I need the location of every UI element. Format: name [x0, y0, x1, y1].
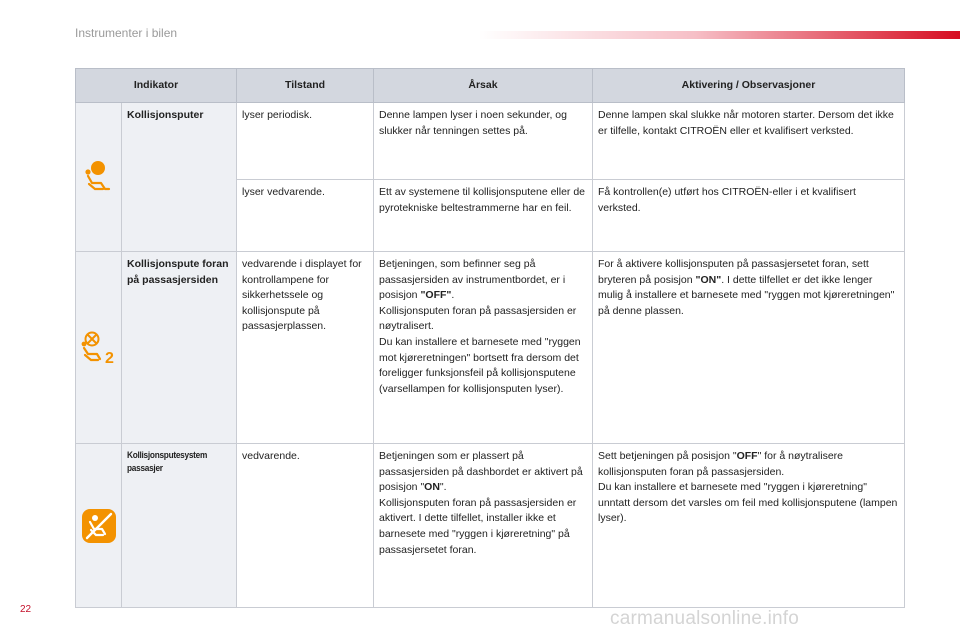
cause-text: Du kan installere et barnesete med "ryggen mot kjøreretningen" bortsett fra dersom det foreligger funksjonsfeil på kollisjonsputene (varsellampen for kollisjonsputen lyser).	[379, 335, 581, 395]
table-header-row	[76, 69, 905, 103]
cause-cell: Denne lampen lyser i noen sekunder, og slukker når tenningen settes på.	[374, 103, 593, 180]
section-title: Instrumenter i bilen	[75, 26, 178, 40]
indicator-table	[75, 68, 905, 608]
header-accent-bar	[478, 31, 960, 39]
action-keyword: "ON"	[695, 273, 722, 286]
indicator-icon-cell	[76, 444, 122, 608]
cause-keyword: "OFF"	[420, 289, 452, 302]
cause-keyword: ON	[424, 481, 440, 494]
column-header-indicator: Indikator	[76, 69, 237, 103]
state-cell: lyser periodisk.	[237, 103, 374, 180]
action-text: " for å nøytralisere kollisjonsputen foran på passasjersiden.	[598, 450, 843, 478]
passenger-airbag-deactivated-icon	[76, 508, 121, 544]
page-number: 22	[20, 604, 32, 615]
cause-cell	[374, 444, 593, 608]
action-cell	[593, 252, 905, 444]
cause-text: Betjeningen som er plassert på passasjersiden på dashbordet er aktivert på posisjon "	[379, 450, 583, 494]
cause-text: Kollisjonsputen foran på passasjersiden er nøytralisert.	[379, 304, 577, 333]
action-keyword: OFF	[736, 450, 758, 462]
indicator-name	[122, 444, 237, 608]
cause-text: ".	[439, 481, 447, 494]
action-cell: Denne lampen skal slukke når motoren starter. Dersom det ikke er tilfelle, kontakt CITROËN eller et kvalifisert verksted.	[593, 103, 905, 180]
indicator-icon-cell	[76, 103, 122, 252]
column-header-cause: Årsak	[374, 69, 593, 103]
indicator-icon-cell	[76, 252, 122, 444]
svg-text:2: 2	[104, 349, 114, 366]
cause-text: .	[451, 289, 455, 302]
action-text: For å aktivere kollisjonsputen på passasjersetet foran, sett bryteren på posisjon	[598, 258, 869, 286]
indicator-name-text: Kollisjonsputesystem passasjer	[127, 450, 208, 473]
indicator-name: Kollisjonspute foran på passasjersiden	[122, 252, 237, 444]
action-cell: Få kontrollen(e) utført hos CITROËN-eller i et kvalifisert verksted.	[593, 180, 905, 252]
cause-cell: Ett av systemene til kollisjonsputene eller de pyrotekniske beltestrammerne har en feil.	[374, 180, 593, 252]
action-text: . I dette tilfellet er det ikke lenger mulig å installere et barnesete med "ryggen mot kjøreretningen" på denne plassen.	[598, 273, 895, 317]
passenger-airbag-off-icon	[76, 330, 121, 366]
indicator-name: Kollisjonsputer	[122, 103, 237, 252]
action-text: Du kan installere et barnesete med "ryggen i kjøreretning" unntatt dersom det varsles om feil med kollisjonsputene (lampen lyser).	[598, 481, 898, 525]
airbag-warning-icon	[76, 159, 121, 195]
action-cell	[593, 444, 905, 608]
column-header-state: Tilstand	[237, 69, 374, 103]
state-cell: lyser vedvarende.	[237, 180, 374, 252]
cause-cell	[374, 252, 593, 444]
cause-text: Kollisjonsputen foran på passasjersiden er aktivert. I dette tilfellet, installer ikke et barnesete med "ryggen i kjøreretning" på passasjersetet foran.	[379, 496, 577, 556]
table-row	[76, 252, 905, 444]
action-text: Sett betjeningen på posisjon "	[598, 450, 737, 462]
watermark: carmanualsonline.info	[610, 608, 800, 629]
cause-text: Betjeningen, som befinner seg på passasjersiden av instrumentbordet, er i posisjon	[379, 258, 566, 302]
table-row	[76, 103, 905, 180]
state-cell: vedvarende.	[237, 444, 374, 608]
state-cell: vedvarende i displayet for kontrollampene for sikkerhetssele og kollisjonspute på passasjerplassen.	[237, 252, 374, 444]
column-header-action: Aktivering / Observasjoner	[593, 69, 905, 103]
table-row	[76, 444, 905, 608]
